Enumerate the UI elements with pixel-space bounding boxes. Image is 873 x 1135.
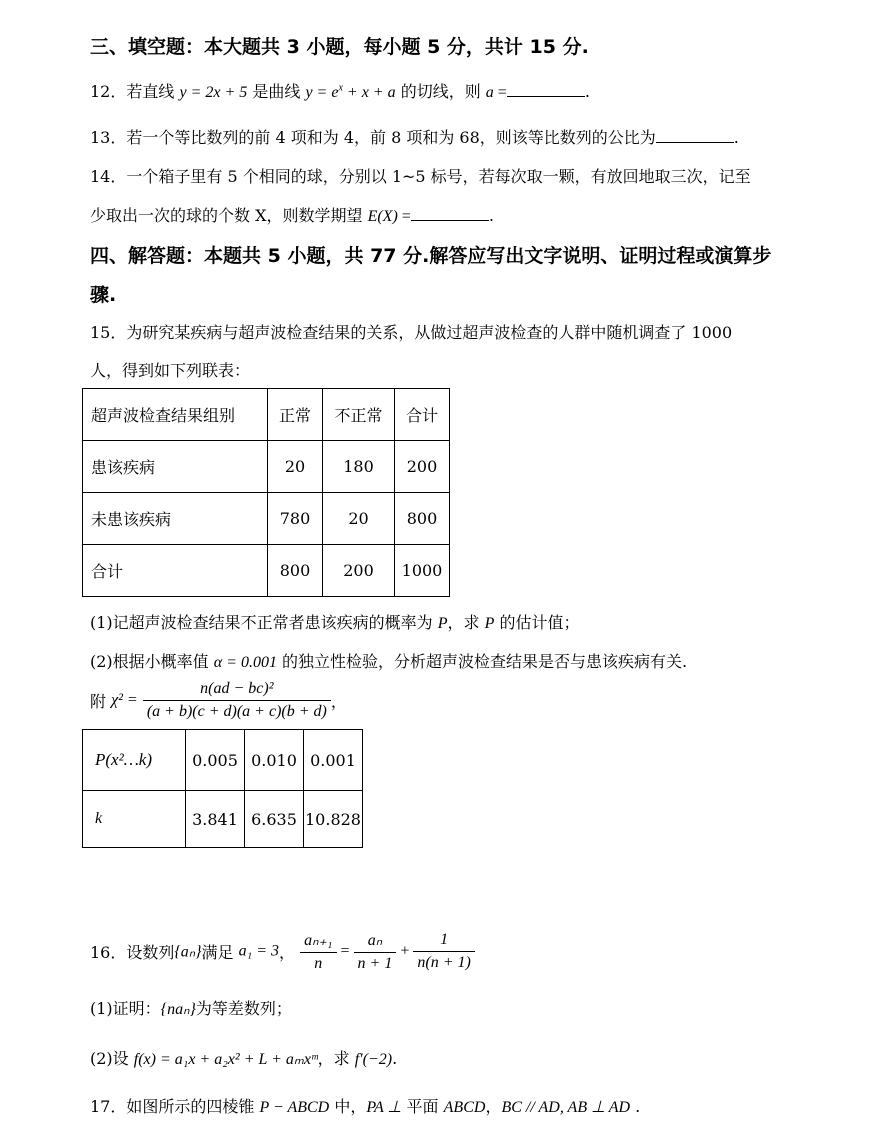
q17-text-1: 如图所示的四棱锥 <box>126 1097 260 1116</box>
q14-answer-blank[interactable] <box>411 204 489 221</box>
question-16-part-1 <box>90 996 292 1019</box>
q12-curve-expr-b: + x + a <box>342 84 396 101</box>
q12-line-expr: y = 2x + 5 <box>179 84 248 101</box>
q16-fraction-1 <box>300 930 336 973</box>
q12-var: a <box>485 84 494 101</box>
q13-text: 若一个等比数列的前 4 项和为 4，前 8 项和为 68，则该等比数列的公比为 <box>126 128 656 147</box>
table-cell: 800 <box>268 545 323 597</box>
table-row <box>83 441 450 493</box>
table-row <box>83 545 450 597</box>
table-cell: 200 <box>395 441 450 493</box>
q15-part1-text-b: ，求 <box>447 613 485 632</box>
table-cell: 10.828 <box>304 791 363 848</box>
table-cell: 未患该疾病 <box>83 493 268 545</box>
q16-part2-text-a: (2)设 <box>90 1049 134 1068</box>
q16-a1: a₁ = 3 <box>238 942 279 960</box>
q16-part2-expr-2: f′(−2) <box>354 1051 393 1068</box>
q16-f1-den: n <box>314 955 323 972</box>
table-cell: 20 <box>268 441 323 493</box>
q15-alpha-expr: α = 0.001 <box>213 654 277 671</box>
question-15-line-2: 人，得到如下列联表： <box>90 361 251 380</box>
q16-part1-seq: {naₙ} <box>160 1001 196 1018</box>
table-header-cell: 合计 <box>395 389 450 441</box>
q16-f3-den: n(n + 1) <box>417 954 471 971</box>
table-cell: k <box>83 791 186 848</box>
formula-denominator: (a + b)(c + d)(a + c)(b + d) <box>146 703 327 720</box>
q16-fraction-3 <box>413 931 474 972</box>
q17-expr-1: P − ABCD <box>259 1099 330 1116</box>
table-cell: 患该疾病 <box>83 441 268 493</box>
section-3-heading: 三、填空题：本大题共 3 小题，每小题 5 分，共计 15 分. <box>90 36 589 58</box>
q12-end: . <box>584 82 590 101</box>
table-row <box>83 493 450 545</box>
q16-fraction-2 <box>354 930 397 973</box>
q16-plus: + <box>396 942 414 960</box>
q13-answer-blank[interactable] <box>656 126 734 143</box>
q15-part1-text-c: 的估计值； <box>494 613 580 632</box>
table-cell: 0.005 <box>186 730 245 791</box>
q16-eq: = <box>336 942 354 960</box>
q17-expr-3: ABCD <box>443 1099 486 1116</box>
q17-text-3: 平面 <box>401 1097 444 1116</box>
q14-number: 14． <box>90 167 127 186</box>
q15-part1-var: P <box>437 615 448 632</box>
q14-text-1: 一个箱子里有 5 个相同的球，分别以 1~5 标号，若每次取一颗，有放回地取三次，记至 <box>126 167 751 186</box>
q17-text-4: ， <box>485 1097 502 1116</box>
formula-label: 附 <box>90 692 112 711</box>
q12-text-2: 是曲线 <box>247 82 306 101</box>
q14-text-2: 少取出一次的球的个数 X，则数学期望 <box>90 206 368 225</box>
question-15-line-1: 15．为研究某疾病与超声波检查结果的关系，从做过超声波检查的人群中随机调查了 1000 <box>90 323 733 342</box>
q15-part1-text-a: (1)记超声波检查结果不正常者患该疾病的概率为 <box>90 613 438 632</box>
question-17 <box>90 1094 640 1117</box>
table-cell: 20 <box>323 493 395 545</box>
q13-number: 13． <box>90 128 127 147</box>
table-row <box>83 730 363 791</box>
q16-part1-text-b: 为等差数列； <box>195 999 292 1018</box>
q12-curve-exp: x <box>338 82 343 94</box>
q12-answer-blank[interactable] <box>507 80 585 97</box>
question-15-part-1 <box>90 610 580 633</box>
q17-end: . <box>630 1097 641 1116</box>
q12-curve-expr-a: y = e <box>305 84 339 101</box>
table-header-row <box>83 389 450 441</box>
critical-value-table <box>82 729 363 848</box>
question-12 <box>90 79 590 102</box>
question-15-part-2 <box>90 649 687 672</box>
table-cell: 3.841 <box>186 791 245 848</box>
q16-part2-expr: f(x) = a₁x + a₂x² + L + aₘxᵐ <box>133 1051 318 1068</box>
q17-number: 17． <box>90 1097 127 1116</box>
table-cell: 0.001 <box>304 730 363 791</box>
table-cell: 0.010 <box>245 730 304 791</box>
q13-end: . <box>733 128 739 147</box>
q16-part1-text-a: (1)证明： <box>90 999 161 1018</box>
table-cell: P(x²…k) <box>83 730 186 791</box>
table-cell: 合计 <box>83 545 268 597</box>
formula-tail: ， <box>330 692 347 711</box>
q12-eq: = <box>493 84 507 101</box>
q15-part1-var-2: P <box>484 615 495 632</box>
q17-expr-2: PA ⊥ <box>366 1099 402 1116</box>
section-4-heading-line-1: 四、解答题：本题共 5 小题，共 77 分.解答应写出文字说明、证明过程或演算步 <box>90 245 772 267</box>
table-cell: 180 <box>323 441 395 493</box>
q16-comma: ， <box>279 943 296 962</box>
formula-numerator: n(ad − bc)² <box>143 680 331 701</box>
table-cell: 200 <box>323 545 395 597</box>
table-header-cell: 不正常 <box>323 389 395 441</box>
formula-fraction <box>143 680 331 721</box>
q16-f2-den: n + 1 <box>357 955 393 972</box>
question-13 <box>90 125 739 148</box>
q15-part2-text-b: 的独立性检验，分析超声波检查结果是否与患该疾病有关. <box>276 652 688 671</box>
q16-number: 16．设数列 <box>90 943 175 962</box>
contingency-table <box>82 388 450 597</box>
q16-part2-text-b: ，求 <box>317 1049 355 1068</box>
table-cell: 1000 <box>395 545 450 597</box>
table-header-cell: 正常 <box>268 389 323 441</box>
q17-text-2: 中， <box>329 1097 367 1116</box>
q14-expr: E(X) <box>367 208 398 225</box>
table-row <box>83 791 363 848</box>
q16-part2-text-c: . <box>392 1049 398 1068</box>
table-cell: 800 <box>395 493 450 545</box>
q16-f1-num: aₙ₊₁ <box>300 930 336 953</box>
table-cell: 6.635 <box>245 791 304 848</box>
q16-sequence: {aₙ} <box>174 943 202 961</box>
q17-expr-4: BC // AD, AB ⊥ AD <box>501 1099 631 1116</box>
q12-number: 12． <box>90 82 127 101</box>
q12-text-3: 的切线，则 <box>395 82 486 101</box>
q14-end: . <box>488 206 494 225</box>
q16-text-1: 满足 <box>201 943 239 962</box>
q16-f3-num: 1 <box>413 931 474 952</box>
q12-text-1: 若直线 <box>126 82 180 101</box>
question-16-part-2 <box>90 1046 397 1069</box>
q15-part2-text-a: (2)根据小概率值 <box>90 652 214 671</box>
formula-lhs: χ² = <box>111 691 138 709</box>
chi-square-formula <box>90 680 347 721</box>
table-cell: 780 <box>268 493 323 545</box>
question-16 <box>90 930 475 973</box>
section-4-heading-line-2: 骤. <box>90 284 117 306</box>
q14-eq: = <box>397 208 411 225</box>
question-14-line-2 <box>90 203 494 226</box>
table-header-cell: 超声波检查结果组别 <box>83 389 268 441</box>
q16-f2-num: aₙ <box>354 930 397 953</box>
question-14-line-1 <box>90 164 751 187</box>
